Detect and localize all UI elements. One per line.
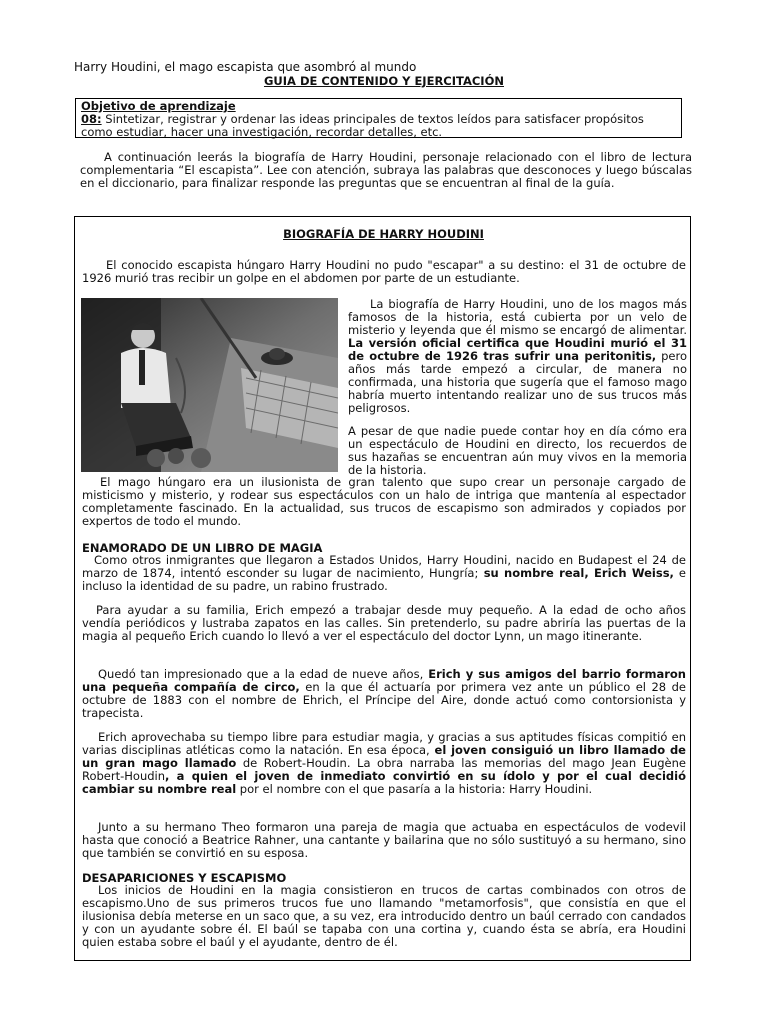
bio-paragraph-3: A pesar de que nadie puede contar hoy en día cómo era un espectáculo de Houdini en directo, los recuerdos de sus hazañas se encuentran aún muy vivos en la memoria de la historia. bbox=[348, 424, 687, 477]
biography-box bbox=[74, 216, 691, 961]
objective-code: 08: bbox=[81, 112, 102, 126]
biography-title: BIOGRAFÍA DE HARRY HOUDINI bbox=[283, 227, 484, 241]
section-heading-escapismo: DESAPARICIONES Y ESCAPISMO bbox=[82, 871, 287, 885]
section1-paragraph-2: Para ayudar a su familia, Erich empezó a trabajar desde muy pequeño. A la edad de ocho años vendía periódicos y lustraba zapatos en las calles. Sin pretenderlo, su padre abriría las puertas de la magia al pequeño Erich cuando lo llevó a ver el espectáculo del doctor Lynn, un mago itinerante. bbox=[82, 603, 686, 643]
objective-text: Sintetizar, registrar y ordenar las ideas principales de textos leídos para satisfacer propósitos como estudiar, hacer una investigación, recordar detalles, etc. bbox=[81, 112, 644, 139]
guide-title: GUIA DE CONTENIDO Y EJERCITACIÓN bbox=[263, 74, 504, 88]
intro-text: A continuación leerás la biografía de Harry Houdini, personaje relacionado con el libro de lectura complementaria “El escapista”. Lee con atención, subraya las palabras que desconoces y luego búscalas en el diccionario, para finalizar responde las preguntas que se encuentran al final de la guía. bbox=[80, 150, 692, 190]
objective-box bbox=[75, 98, 682, 138]
bio-paragraph-1: El conocido escapista húngaro Harry Houdini no pudo "escapar" a su destino: el 31 de octubre de 1926 murió tras recibir un golpe en el abdomen por parte de un estudiante. bbox=[82, 258, 686, 285]
bio-paragraph-2: La biografía de Harry Houdini, uno de los magos más famosos de la historia, está cubierta por un velo de misterio y leyenda que él mismo se encargó de alimentar. La versión oficial certifica que Houdini murió el 31 de octubre de 1926 tras sufrir una peritonitis, pero años más tarde empezó a circular, de manera no confirmada, una historia que sugería que el famoso mago habría muerto intentando realizar uno de sus trucos más peligrosos. bbox=[348, 297, 687, 415]
bio-paragraph-4: El mago húngaro era un ilusionista de gran talento que supo crear un personaje cargado de misticismo y misterio, y rodear sus espectáculos con un halo de intriga que mantenía al espectador completamente fascinado. En la actualidad, sus trucos de escapismo son admirados y copiados por expertos de todo el mundo. bbox=[82, 475, 686, 528]
section1-paragraph-5: Junto a su hermano Theo formaron una pareja de magia que actuaba en espectáculos de vodevil hasta que conoció a Beatrice Rahner, una cantante y bailarina que no sólo sustituyó a su hermano, sino que también se convirtió en su esposa. bbox=[82, 820, 686, 860]
section2-paragraph-1: Los inicios de Houdini en la magia consistieron en trucos de cartas combinados con otros de escapismo.Uno de sus primeros trucos fue uno llamando "metamorfosis", que consistía en que el ilusionisa debía meterse en un saco que, a su vez, era introducido dentro un baúl cerrado con candados y con un ayudante sobre él. El baúl se tapaba con una cortina y, cuando ésta se abría, era Houdini quien estaba sobre el baúl y el ayudante, dentro de él. bbox=[82, 883, 686, 949]
objective-heading: Objetivo de aprendizaje bbox=[81, 99, 236, 113]
houdini-photo bbox=[81, 298, 338, 472]
section1-paragraph-3: Quedó tan impresionado que a la edad de nueve años, Erich y sus amigos del barrio formaron una pequeña compañía de circo, en la que él actuaría por primera vez ante un público el 28 de octubre de 1883 con el nombre de Ehrich, el Príncipe del Aire, donde actuó como contorsionista y trapecista. bbox=[82, 667, 686, 720]
intro-paragraph bbox=[80, 151, 692, 190]
document-title: Harry Houdini, el mago escapista que asombró al mundo bbox=[74, 60, 417, 74]
section1-paragraph-1: Como otros inmigrantes que llegaron a Estados Unidos, Harry Houdini, nacido en Budapest el 24 de marzo de 1874, intentó esconder su lugar de nacimiento, Hungría; su nombre real, Erich Weiss, e incluso la identidad de su padre, un rabino frustrado. bbox=[82, 553, 686, 593]
section-heading-libro-magia: ENAMORADO DE UN LIBRO DE MAGIA bbox=[82, 541, 323, 555]
section1-paragraph-4: Erich aprovechaba su tiempo libre para estudiar magia, y gracias a sus aptitudes físicas compitió en varias disciplinas atléticas como la natación. En esa época, el joven consiguió un libro llamado de un gran mago llamado de Robert-Houdin. La obra narraba las memorias del mago Jean Eugène Robert-Houdin, a quien el joven de inmediato convirtió en su ídolo y por el cual decidió cambiar su nombre real por el nombre con el que pasaría a la historia: Harry Houdini. bbox=[82, 730, 687, 796]
